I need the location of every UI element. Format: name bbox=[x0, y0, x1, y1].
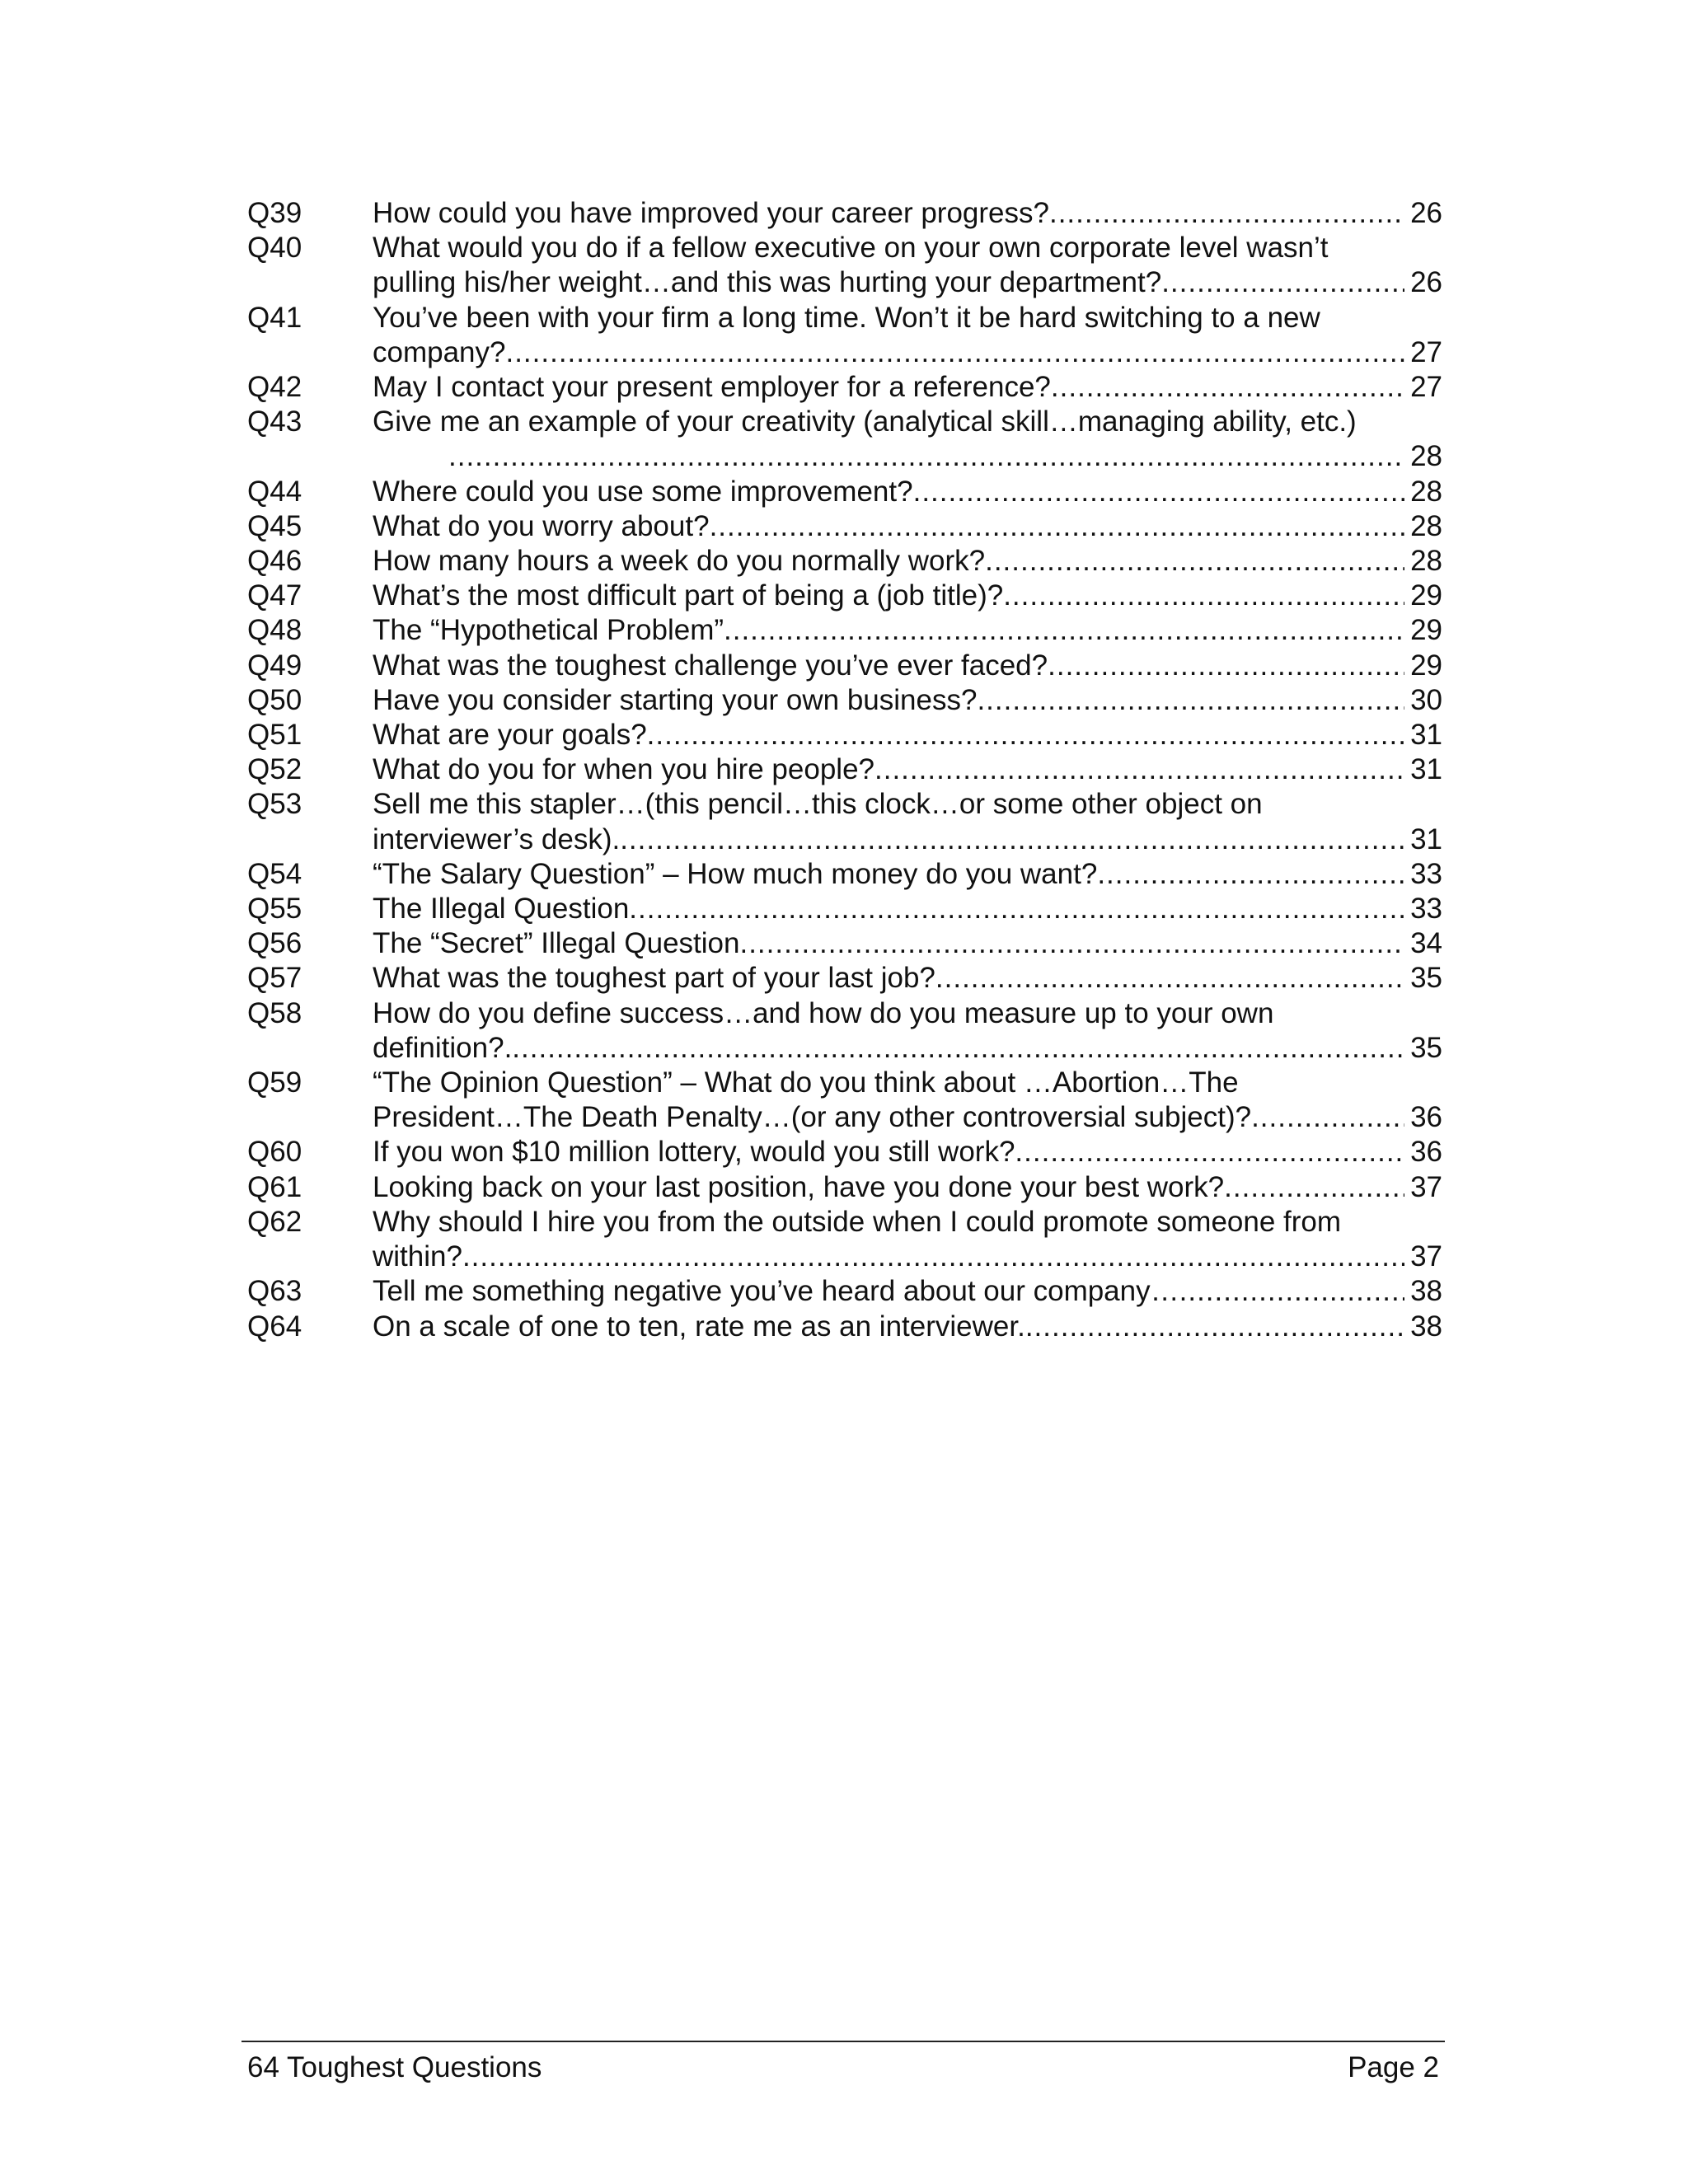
toc-entry[interactable] bbox=[247, 405, 1442, 474]
dot-leader bbox=[1049, 196, 1404, 231]
question-last-line bbox=[373, 1310, 1442, 1344]
question-last-line bbox=[373, 335, 1442, 370]
page-number: 27 bbox=[1410, 371, 1442, 404]
page-number: 29 bbox=[1410, 579, 1442, 612]
question-line: How do you define success…and how do you measure up to your own bbox=[373, 996, 1274, 1029]
dot-leader bbox=[710, 509, 1404, 544]
dot-leader bbox=[1048, 649, 1404, 683]
question-last-line bbox=[373, 649, 1442, 683]
question-number: Q45 bbox=[247, 509, 302, 542]
question-line: Give me an example of your creativity (analytical skill…managing ability, etc.) bbox=[373, 405, 1357, 438]
question-number: Q44 bbox=[247, 475, 302, 508]
question-last-line bbox=[373, 961, 1442, 996]
question-line: How could you have improved your career progress? bbox=[373, 197, 1049, 229]
question-text bbox=[373, 1310, 1442, 1344]
question-line: The “Secret” Illegal Question bbox=[373, 927, 740, 960]
toc-entry[interactable] bbox=[247, 752, 1442, 787]
toc-entry[interactable] bbox=[247, 649, 1442, 683]
question-number: Q41 bbox=[247, 301, 302, 334]
question-line: “The Opinion Question” – What do you think about …Abortion…The bbox=[373, 1066, 1239, 1099]
question-number: Q47 bbox=[247, 579, 302, 612]
toc-entry[interactable] bbox=[247, 613, 1442, 648]
question-line: definition?. bbox=[373, 1031, 513, 1064]
dot-leader bbox=[1224, 1170, 1404, 1205]
question-last-line bbox=[373, 1031, 1442, 1066]
question-line: What was the toughest challenge you’ve ever faced? bbox=[373, 649, 1048, 682]
toc-entry[interactable] bbox=[247, 1066, 1442, 1135]
question-last-line bbox=[373, 1240, 1442, 1274]
toc-entry[interactable] bbox=[247, 1310, 1442, 1344]
question-last-line bbox=[373, 1274, 1442, 1309]
question-number: Q53 bbox=[247, 788, 302, 821]
toc-entry[interactable] bbox=[247, 926, 1442, 961]
toc-entry[interactable] bbox=[247, 1170, 1442, 1205]
dot-leader bbox=[724, 613, 1404, 648]
footer-page-number: Page 2 bbox=[1348, 2051, 1439, 2083]
toc-entry[interactable] bbox=[247, 892, 1442, 926]
page-number: 27 bbox=[1410, 335, 1442, 368]
question-line: interviewer’s desk). bbox=[373, 823, 621, 855]
dot-leader bbox=[1097, 857, 1404, 892]
page-number: 38 bbox=[1410, 1275, 1442, 1308]
question-line: Tell me something negative you’ve heard about our company… bbox=[373, 1275, 1179, 1308]
question-line: pulling his/her weight…and this was hurting your department? bbox=[373, 266, 1162, 299]
page-number: 26 bbox=[1410, 197, 1442, 229]
page-number: 36 bbox=[1410, 1136, 1442, 1169]
question-line: What was the toughest part of your last job? bbox=[373, 962, 935, 995]
question-text bbox=[373, 1205, 1442, 1274]
question-last-line bbox=[373, 579, 1442, 613]
dot-leader bbox=[1025, 1310, 1404, 1344]
question-text bbox=[373, 1066, 1442, 1135]
question-line: The Illegal Question bbox=[373, 893, 630, 926]
page-number: 33 bbox=[1410, 857, 1442, 890]
toc-entry[interactable] bbox=[247, 683, 1442, 718]
question-last-line bbox=[373, 544, 1442, 579]
question-number: Q46 bbox=[247, 545, 302, 578]
dot-leader bbox=[1179, 1274, 1404, 1309]
question-text bbox=[373, 1274, 1442, 1309]
question-text bbox=[373, 892, 1442, 926]
toc-entry[interactable] bbox=[247, 857, 1442, 892]
question-line: President…The Death Penalty…(or any other controversial subject)? bbox=[373, 1101, 1252, 1134]
question-text bbox=[373, 718, 1442, 752]
question-line: Why should I hire you from the outside when I could promote someone from bbox=[373, 1205, 1342, 1238]
toc-entry[interactable] bbox=[247, 231, 1442, 300]
page-number: 26 bbox=[1410, 266, 1442, 299]
dot-leader bbox=[505, 335, 1404, 370]
dot-leader bbox=[935, 961, 1404, 996]
toc-entry[interactable] bbox=[247, 370, 1442, 405]
dot-leader bbox=[1251, 1100, 1404, 1135]
dot-leader bbox=[448, 439, 1404, 474]
question-number: Q63 bbox=[247, 1275, 302, 1308]
page-number: 28 bbox=[1410, 545, 1442, 578]
question-number: Q58 bbox=[247, 996, 302, 1029]
question-text bbox=[373, 579, 1442, 613]
question-last-line bbox=[373, 718, 1442, 752]
dot-leader bbox=[1015, 1135, 1404, 1169]
question-line: What are your goals? bbox=[373, 719, 647, 752]
question-last-line bbox=[373, 1135, 1442, 1169]
question-number: Q52 bbox=[247, 753, 302, 786]
question-last-line bbox=[373, 823, 1442, 857]
page-number: 33 bbox=[1410, 893, 1442, 926]
toc-entry[interactable] bbox=[247, 301, 1442, 370]
question-last-line bbox=[373, 475, 1442, 509]
toc-entry[interactable] bbox=[247, 544, 1442, 579]
question-last-line bbox=[373, 439, 1442, 474]
page-number: 35 bbox=[1410, 1031, 1442, 1064]
question-last-line bbox=[373, 683, 1442, 718]
question-text bbox=[373, 509, 1442, 544]
dot-leader bbox=[985, 544, 1404, 579]
question-line: Looking back on your last position, have you done your best work? bbox=[373, 1170, 1225, 1203]
page-number: 28 bbox=[1410, 509, 1442, 542]
question-number: Q62 bbox=[247, 1205, 302, 1238]
question-text bbox=[373, 405, 1442, 474]
dot-leader bbox=[874, 752, 1404, 787]
page-number: 35 bbox=[1410, 962, 1442, 995]
question-number: Q42 bbox=[247, 371, 302, 404]
page-number: 30 bbox=[1410, 683, 1442, 716]
question-text bbox=[373, 301, 1442, 370]
question-text bbox=[373, 961, 1442, 996]
page-number: 38 bbox=[1410, 1310, 1442, 1343]
question-text bbox=[373, 752, 1442, 787]
question-text bbox=[373, 996, 1442, 1066]
question-last-line bbox=[373, 752, 1442, 787]
question-line: company? bbox=[373, 335, 506, 368]
dot-leader bbox=[647, 718, 1404, 752]
question-text bbox=[373, 1135, 1442, 1169]
question-line: Sell me this stapler…(this pencil…this clock…or some other object on bbox=[373, 788, 1263, 821]
question-number: Q60 bbox=[247, 1136, 302, 1169]
toc-entry[interactable] bbox=[247, 718, 1442, 752]
question-line: How many hours a week do you normally work? bbox=[373, 545, 986, 578]
question-last-line bbox=[373, 857, 1442, 892]
dot-leader bbox=[1051, 370, 1404, 405]
page-footer bbox=[241, 2041, 1445, 2085]
question-number: Q49 bbox=[247, 649, 302, 682]
question-number: Q43 bbox=[247, 405, 302, 438]
question-number: Q51 bbox=[247, 719, 302, 752]
question-line: What’s the most difficult part of being a (job title)? bbox=[373, 579, 1004, 612]
dot-leader bbox=[1003, 579, 1404, 613]
page-number: 31 bbox=[1410, 823, 1442, 855]
question-text bbox=[373, 857, 1442, 892]
toc-entry[interactable] bbox=[247, 475, 1442, 509]
page-number: 31 bbox=[1410, 719, 1442, 752]
question-number: Q56 bbox=[247, 927, 302, 960]
question-last-line bbox=[373, 265, 1442, 300]
dot-leader bbox=[462, 1240, 1404, 1274]
toc-entry[interactable] bbox=[247, 787, 1442, 856]
dot-leader bbox=[739, 926, 1404, 961]
dot-leader bbox=[512, 1031, 1404, 1066]
question-line: The “Hypothetical Problem” bbox=[373, 614, 724, 647]
question-number: Q48 bbox=[247, 614, 302, 647]
page-number: 36 bbox=[1410, 1101, 1442, 1134]
question-number: Q57 bbox=[247, 962, 302, 995]
question-number: Q40 bbox=[247, 232, 302, 265]
question-text bbox=[373, 544, 1442, 579]
question-number: Q39 bbox=[247, 197, 302, 229]
question-last-line bbox=[373, 1170, 1442, 1205]
toc-entry[interactable] bbox=[247, 961, 1442, 996]
toc-entry[interactable] bbox=[247, 1135, 1442, 1169]
table-of-contents bbox=[247, 196, 1442, 1344]
page-number: 28 bbox=[1410, 440, 1442, 473]
dot-leader bbox=[620, 823, 1404, 857]
page-number: 29 bbox=[1410, 614, 1442, 647]
question-number: Q64 bbox=[247, 1310, 302, 1343]
question-line: May I contact your present employer for a reference? bbox=[373, 371, 1051, 404]
question-line: What do you worry about? bbox=[373, 509, 710, 542]
question-text bbox=[373, 370, 1442, 405]
toc-entry[interactable] bbox=[247, 196, 1442, 231]
question-line: If you won $10 million lottery, would you still work? bbox=[373, 1136, 1015, 1169]
footer-title: 64 Toughest Questions bbox=[247, 2051, 542, 2083]
dot-leader bbox=[913, 475, 1404, 509]
toc-entry[interactable] bbox=[247, 509, 1442, 544]
question-text bbox=[373, 787, 1442, 856]
question-last-line bbox=[373, 613, 1442, 648]
question-last-line bbox=[373, 196, 1442, 231]
dot-leader bbox=[977, 683, 1404, 718]
question-last-line bbox=[373, 892, 1442, 926]
question-line: What do you for when you hire people? bbox=[373, 753, 874, 786]
toc-entry[interactable] bbox=[247, 579, 1442, 613]
question-text bbox=[373, 649, 1442, 683]
toc-entry[interactable] bbox=[247, 996, 1442, 1066]
toc-entry[interactable] bbox=[247, 1274, 1442, 1309]
question-text bbox=[373, 926, 1442, 961]
question-last-line bbox=[373, 926, 1442, 961]
question-text bbox=[373, 231, 1442, 300]
question-number: Q50 bbox=[247, 683, 302, 716]
page-number: 34 bbox=[1410, 927, 1442, 960]
page-number: 29 bbox=[1410, 649, 1442, 682]
question-number: Q61 bbox=[247, 1170, 302, 1203]
page-number: 37 bbox=[1410, 1240, 1442, 1273]
question-line: You’ve been with your firm a long time. Won’t it be hard switching to a new bbox=[373, 301, 1320, 334]
question-last-line bbox=[373, 509, 1442, 544]
question-line: within? bbox=[373, 1240, 462, 1273]
question-text bbox=[373, 1170, 1442, 1205]
dot-leader bbox=[1161, 265, 1404, 300]
question-number: Q54 bbox=[247, 857, 302, 890]
question-text bbox=[373, 613, 1442, 648]
question-number: Q59 bbox=[247, 1066, 302, 1099]
question-number: Q55 bbox=[247, 893, 302, 926]
page-number: 28 bbox=[1410, 475, 1442, 508]
question-text bbox=[373, 196, 1442, 231]
page-number: 37 bbox=[1410, 1170, 1442, 1203]
question-text bbox=[373, 683, 1442, 718]
question-text bbox=[373, 475, 1442, 509]
dot-leader bbox=[629, 892, 1404, 926]
toc-entry[interactable] bbox=[247, 1205, 1442, 1274]
question-line: “The Salary Question” – How much money do you want? bbox=[373, 857, 1098, 890]
question-line: What would you do if a fellow executive on your own corporate level wasn’t bbox=[373, 232, 1329, 265]
question-line: Where could you use some improvement? bbox=[373, 475, 913, 508]
question-last-line bbox=[373, 370, 1442, 405]
question-last-line bbox=[373, 1100, 1442, 1135]
question-line: Have you consider starting your own business? bbox=[373, 683, 978, 716]
page-number: 31 bbox=[1410, 753, 1442, 786]
question-line: On a scale of one to ten, rate me as an interviewer. bbox=[373, 1310, 1025, 1343]
